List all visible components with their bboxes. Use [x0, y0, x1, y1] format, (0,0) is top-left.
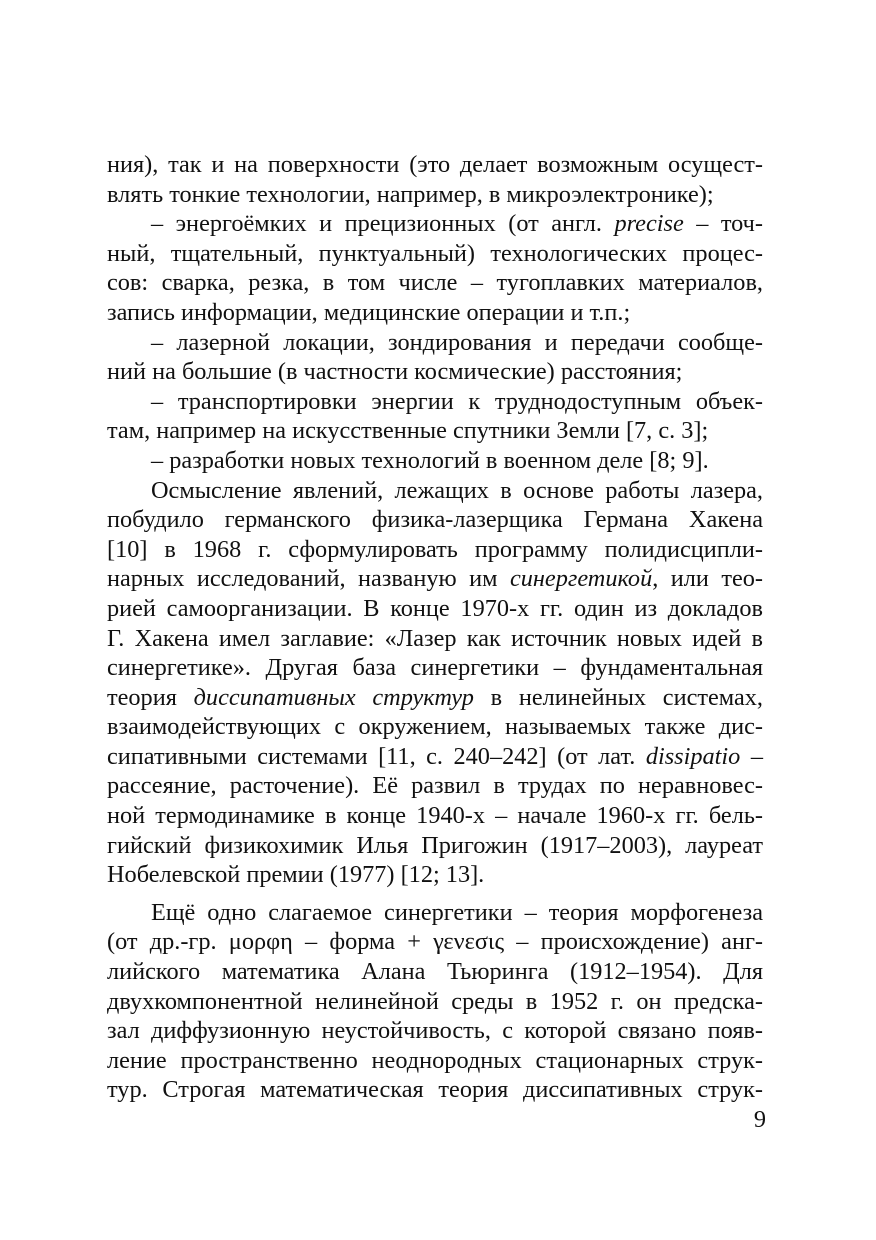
text-line: гийский физикохимик Илья Пригожин (1917–2003), лауреат	[107, 831, 763, 859]
text-line: взаимодействующих с окружением, называемых также дис-	[107, 713, 763, 741]
text-line: рассеяние, расточение). Её развил в трудах по неравновес-	[107, 772, 763, 800]
text-line: теория диссипативных структур в нелинейных системах,	[107, 683, 763, 711]
text-line: зал диффузионную неустойчивость, с которой связано появ-	[107, 1017, 763, 1045]
text-line: лийского математика Алана Тьюринга (1912–1954). Для	[107, 958, 763, 986]
text-line: Осмысление явлений, лежащих в основе работы лазера,	[151, 476, 763, 504]
text-line: ный, тщательный, пунктуальный) технологических процес-	[107, 239, 763, 267]
text-line: там, например на искусственные спутники Земли [7, с. 3];	[107, 417, 709, 445]
page-text	[107, 150, 763, 1105]
text-line: влять тонкие технологии, например, в микроэлектронике);	[107, 180, 714, 208]
text-line: ной термодинамике в конце 1940-х – начале 1960-х гг. бель-	[107, 802, 763, 830]
text-line: нарных исследований, названую им синергетикой, или тео-	[107, 565, 763, 593]
emphasis: dissipatio	[645, 742, 741, 770]
emphasis: precise	[614, 210, 684, 238]
text-line: (от др.-гр. μορφη – форма + γενεσις – происхождение) анг-	[107, 928, 763, 956]
text-line: синергетике». Другая база синергетики – фундаментальная	[107, 654, 763, 682]
text-line: ление пространственно неоднородных стационарных струк-	[107, 1046, 763, 1074]
text-line: рией самоорганизации. В конце 1970-х гг. один из докладов	[107, 594, 763, 622]
text-line: ния), так и на поверхности (это делает возможным осущест-	[107, 151, 763, 178]
text-line: сов: сварка, резка, в том числе – тугоплавких материалов,	[107, 269, 763, 297]
text-line: – разработки новых технологий в военном деле [8; 9].	[151, 446, 709, 474]
text-line: Г. Хакена имел заглавие: «Лазер как источник новых идей в	[107, 624, 763, 652]
text-line: тур. Строгая математическая теория диссипативных струк-	[107, 1076, 763, 1104]
text-line: – лазерной локации, зондирования и передачи сообще-	[151, 328, 763, 356]
text-line: – транспортировки энергии к труднодоступным объек-	[151, 387, 763, 415]
text-line: ний на большие (в частности космические) расстояния;	[107, 358, 683, 386]
emphasis: синергетикой	[509, 565, 653, 593]
text-line: запись информации, медицинские операции и т.п.;	[107, 298, 631, 326]
text-line: [10] в 1968 г. сформулировать программу полидисципли-	[107, 535, 763, 563]
text-line: побудило германского физика-лазерщика Германа Хакена	[107, 506, 763, 534]
text-line: двухкомпонентной нелинейной среды в 1952 г. он предска-	[107, 987, 763, 1015]
text-line: сипативными системами [11, с. 240–242] (от лат. dissipatio –	[107, 742, 763, 770]
text-line: – энергоёмких и прецизионных (от англ. precise – точ-	[151, 210, 763, 238]
text-line: Ещё одно слагаемое синергетики – теория морфогенеза	[151, 898, 763, 926]
emphasis: диссипативных структур	[193, 683, 474, 711]
text-line: Нобелевской премии (1977) [12; 13].	[107, 861, 485, 889]
page-number: 9	[753, 1106, 766, 1133]
